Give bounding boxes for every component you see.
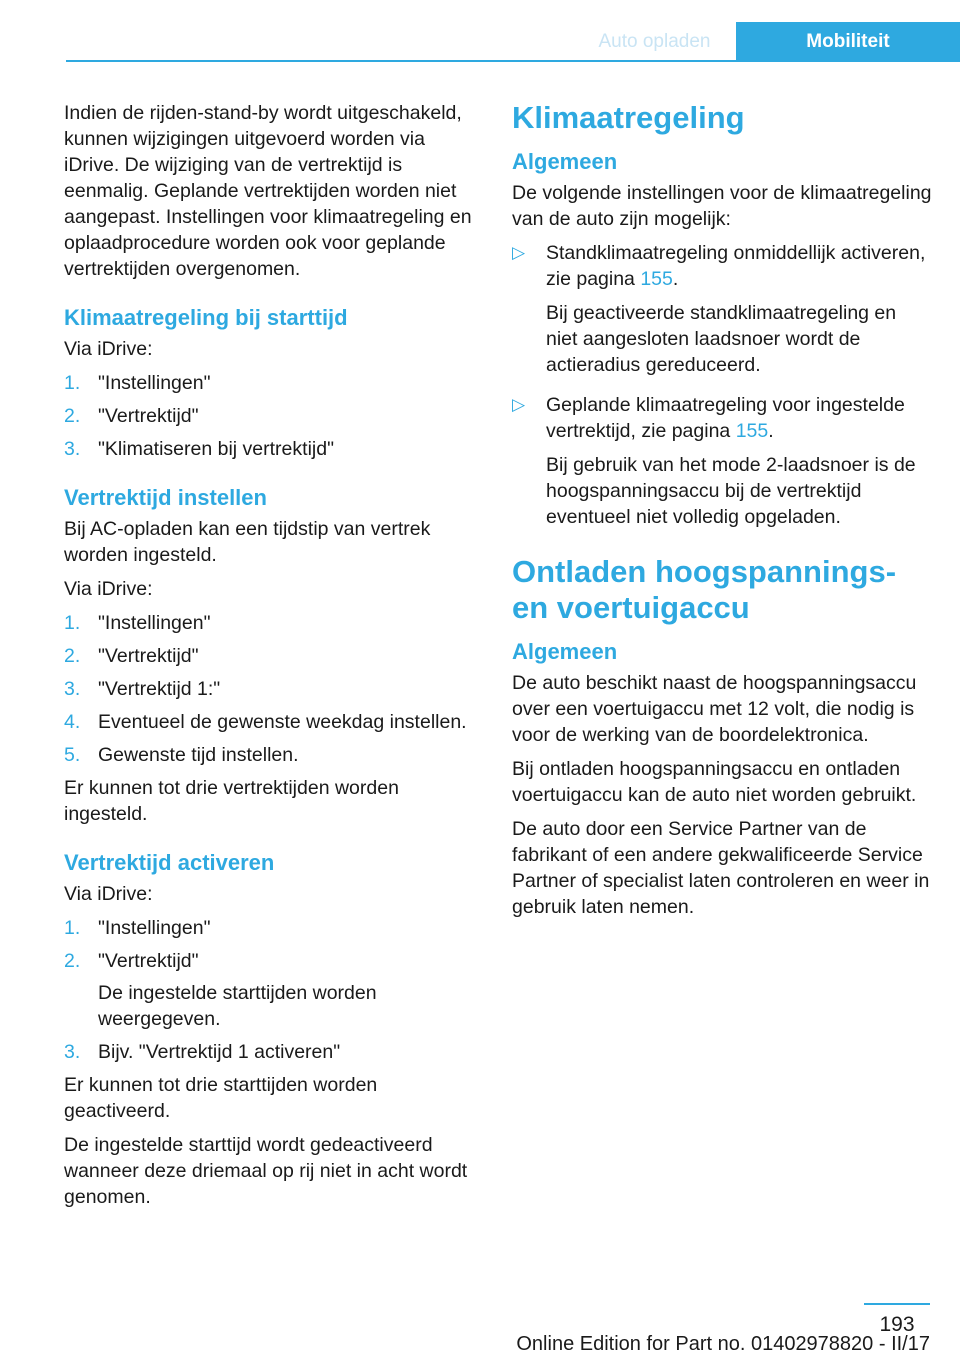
via-idrive-text: Via iDrive: [64, 338, 153, 360]
list-item: 2. "Vertrektijd" [64, 405, 199, 427]
steps-list [64, 915, 476, 1065]
via-idrive-text: Via iDrive: [64, 578, 153, 600]
left-column [64, 100, 476, 1218]
list-item: ▷ Geplande klimaatregeling voor ingestelde vertrektijd, zie pagina 155. Bij gebruik van het mode 2-laadsnoer is de hoogspanningsaccu bij de vertrektijd eventueel niet volledig opgeladen. [512, 394, 916, 528]
via-idrive-text: Via iDrive: [64, 883, 153, 905]
steps-list [64, 370, 476, 462]
list-item: 1. "Instellingen" [64, 372, 211, 394]
chapter-heading-discharge: Ontladen hoogspannings- en voertuigaccu [512, 554, 897, 625]
page-reference-link[interactable]: 155 [735, 420, 769, 442]
list-item: 1. "Instellingen" [64, 612, 211, 634]
header-rule [66, 60, 960, 62]
header-chapter-tab: Mobiliteit [736, 22, 960, 62]
list-item: 1. "Instellingen" [64, 917, 211, 939]
header-section-label: Auto opladen [598, 31, 711, 52]
section-heading-activate-departure: Vertrektijd activeren [64, 850, 275, 875]
edition-footer: Online Edition for Part no. 01402978820 - II/17 [516, 1333, 930, 1355]
page-reference-link[interactable]: 155 [640, 268, 673, 290]
list-item: 2. "Vertrektijd" De ingestelde starttijden worden weergegeven. [64, 950, 377, 1030]
subheading-general: Algemeen [512, 639, 618, 664]
paragraph: Er kunnen tot drie vertrektijden worden ingesteld. [64, 777, 399, 825]
bullet-list [512, 240, 932, 530]
section-heading-climate-start: Klimaatregeling bij starttijd [64, 305, 348, 330]
list-item: ▷ Standklimaatregeling onmiddellijk activeren, zie pagina 155. Bij geactiveerde standklimaatregeling en niet aangesloten laadsnoer wordt de actieradius gereduceerd. [512, 242, 926, 376]
section-heading-set-departure: Vertrektijd instellen [64, 485, 267, 510]
page-header [66, 22, 960, 62]
list-item: 4. Eventueel de gewenste weekdag instellen. [64, 711, 467, 733]
list-item: 3. "Vertrektijd 1:" [64, 678, 221, 700]
intro-paragraph: Indien de rijden-stand-by wordt uitgeschakeld, kunnen wijzigingen uitgevoerd worden via iDrive. De wijziging van de vertrektijd is eenmalig. Geplande vertrektijden worden niet aangepast. Instellingen voor klimaatregeling en oplaadprocedure worden ook voor geplande vertrektijden overgenomen. [64, 102, 472, 280]
paragraph: De volgende instellingen voor de klimaatregeling van de auto zijn mogelijk: [512, 182, 932, 230]
list-item: 3. "Klimatiseren bij vertrektijd" [64, 438, 334, 460]
paragraph: Bij AC-opladen kan een tijdstip van vertrek worden ingesteld. [64, 518, 431, 566]
page-number: 193 [879, 1313, 915, 1336]
subheading-general: Algemeen [512, 149, 618, 174]
triangle-bullet-icon: ▷ [512, 243, 526, 262]
list-item: 3. Bijv. "Vertrektijd 1 activeren" [64, 1041, 341, 1063]
paragraph: De auto beschikt naast de hoogspanningsaccu over een voertuigaccu met 12 volt, die nodig is voor de werking van de boordelektronica. [512, 672, 917, 746]
chapter-heading-climate: Klimaatregeling [512, 100, 745, 135]
list-item: 5. Gewenste tijd instellen. [64, 744, 299, 766]
steps-list [64, 610, 476, 768]
list-item: 2. "Vertrektijd" [64, 645, 199, 667]
paragraph: De ingestelde starttijd wordt gedeactiveerd wanneer deze driemaal op rij niet in acht wordt genomen. [64, 1134, 468, 1208]
paragraph: De auto door een Service Partner van de fabrikant of een andere gekwalificeerde Service Partner of specialist laten controleren en weer in gebruik laten nemen. [512, 818, 930, 918]
paragraph: Bij ontladen hoogspanningsaccu en ontladen voertuigaccu kan de auto niet worden gebruikt. [512, 758, 917, 806]
triangle-bullet-icon: ▷ [512, 395, 526, 414]
right-column [512, 100, 932, 928]
page-number-rule [864, 1303, 930, 1305]
paragraph: Er kunnen tot drie starttijden worden geactiveerd. [64, 1074, 378, 1122]
